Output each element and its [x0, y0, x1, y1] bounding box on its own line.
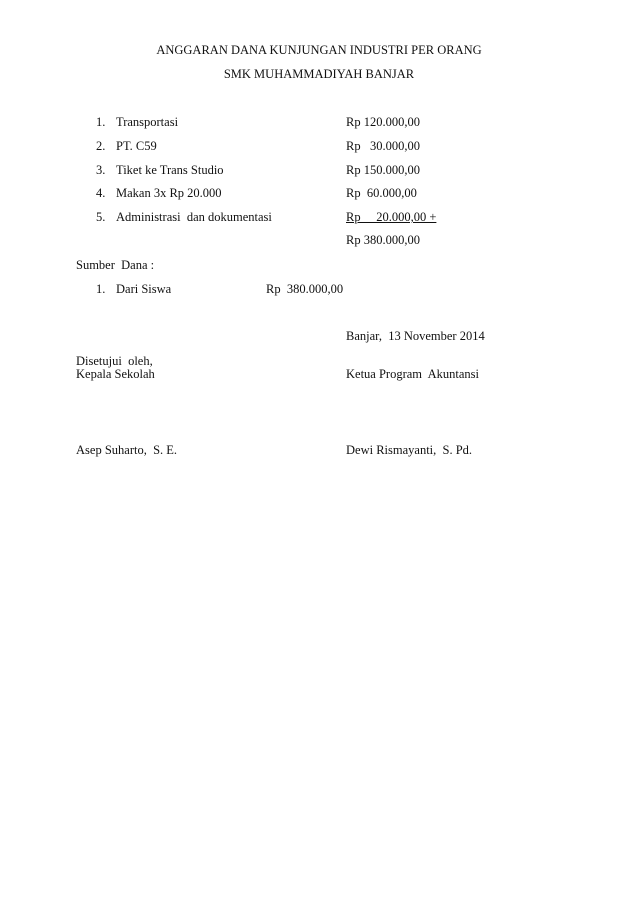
item-number: 1.: [96, 115, 106, 129]
item-number: 3.: [96, 163, 106, 177]
sumber-dana-heading: Sumber Dana :: [76, 258, 155, 272]
item-amount: Rp 120.000,00: [346, 115, 420, 129]
item-label: PT. C59: [116, 139, 157, 153]
right-role: Ketua Program Akuntansi: [346, 367, 479, 381]
item-label: Administrasi dan dokumentasi: [116, 210, 272, 224]
item-label: Tiket ke Trans Studio: [116, 163, 224, 177]
item-amount-underlined: Rp 20.000,00 +: [346, 210, 437, 224]
item-number: 4.: [96, 186, 106, 200]
item-amount: Rp 60.000,00: [346, 186, 417, 200]
item-amount: Rp 150.000,00: [346, 163, 420, 177]
item-label: Makan 3x Rp 20.000: [116, 186, 222, 200]
item-label: Dari Siswa: [116, 282, 172, 296]
item-amount: Rp 30.000,00: [346, 139, 420, 153]
document-title: ANGGARAN DANA KUNJUNGAN INDUSTRI PER ORANG: [156, 43, 482, 57]
school-name: SMK MUHAMMADIYAH BANJAR: [223, 67, 415, 81]
left-signer: Asep Suharto, S. E.: [76, 443, 178, 457]
item-number: 2.: [96, 139, 106, 153]
right-signer: Dewi Rismayanti, S. Pd.: [346, 443, 473, 457]
left-role: Kepala Sekolah: [76, 367, 155, 381]
total-amount: Rp 380.000,00: [346, 233, 420, 247]
approved-by: Disetujui oleh,: [76, 354, 153, 368]
place-date: Banjar, 13 November 2014: [346, 329, 485, 343]
item-label: Transportasi: [116, 115, 179, 129]
item-amount: Rp 380.000,00: [266, 282, 344, 296]
item-number: 5.: [96, 210, 106, 224]
item-number: 1.: [96, 282, 106, 296]
